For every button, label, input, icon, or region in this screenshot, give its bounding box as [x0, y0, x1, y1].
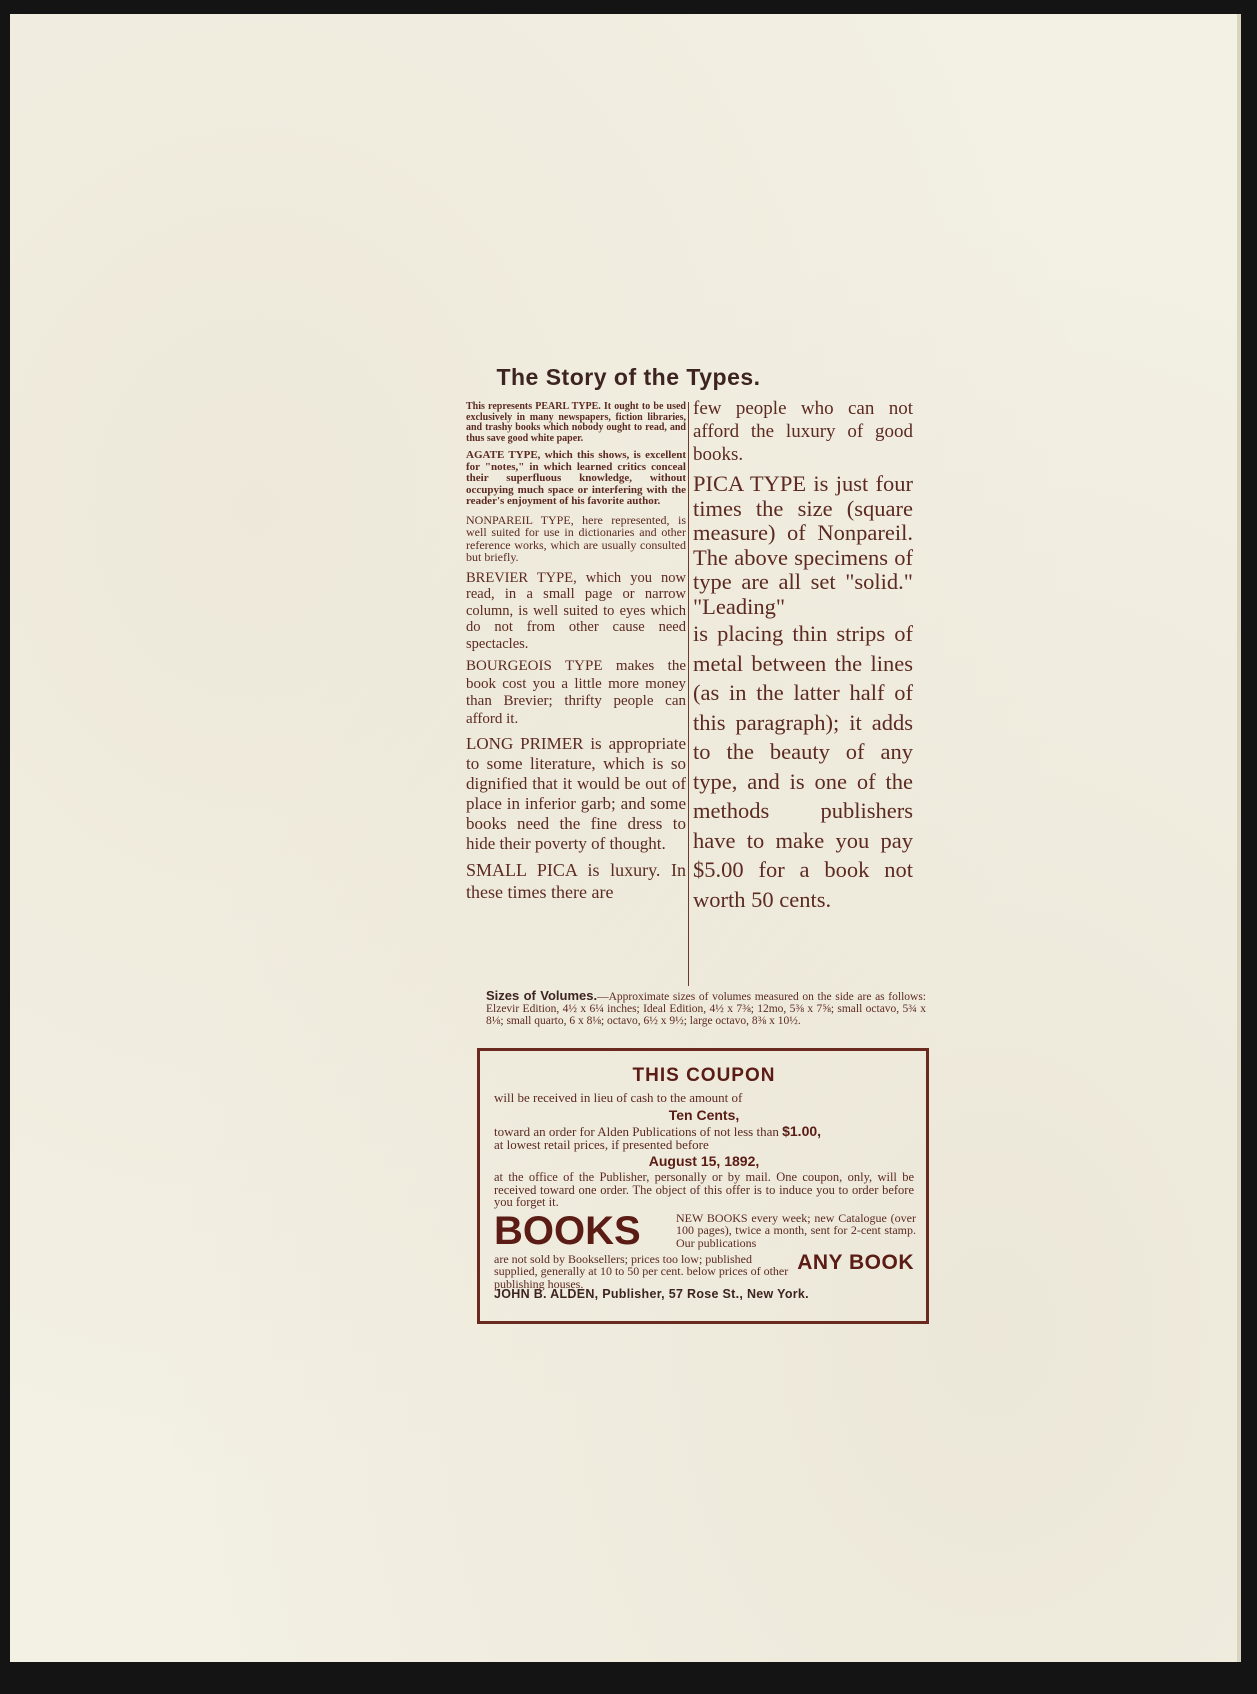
publisher-line: JOHN B. ALDEN, Publisher, 57 Rose St., New York. — [494, 1286, 809, 1301]
coupon-order-text2: at lowest retail prices, if presented before — [494, 1137, 709, 1152]
any-book-row — [494, 1250, 914, 1291]
coupon-lieu-text: will be received in lieu of cash to the amount of — [494, 1090, 743, 1105]
pica-type-solid: PICA TYPE is just four times the size (square measure) of Nonpareil. The above specimens of type are all set "solid." "Leading" — [693, 471, 913, 619]
pica-type-leaded: is placing thin strips of metal between the lines (as in the latter half of this paragraph); it adds to the beauty of any type, and is one of the methods publishers have to make you pay $5.00 for a book not worth 50 cents. — [693, 621, 913, 912]
sizes-of-volumes — [486, 990, 926, 1027]
coupon-date: August 15, 1892, — [648, 1153, 760, 1169]
coupon-heading: THIS COUPON — [632, 1065, 776, 1086]
sizes-text: —Approximate sizes of volumes measured on the side are as follows: Elzevir Edition, 4½ x 6¼ inches; Ideal Edition, 4½ x 7⅜; 12mo, 5⅜ x 7⅝; small octavo, 5¾ x 8⅛; small quarto, 6 x 8⅛; octavo, 6½ x 9½; large octavo, 8⅜ x 10½. — [486, 991, 926, 1027]
pearl-type-specimen: This represents PEARL TYPE. It ought to be used exclusively in many newspapers, fiction libraries, and trashy books which nobody ought to read, and thus save good white paper. — [466, 401, 686, 444]
coupon-office-text: at the office of the Publisher, personally or by mail. One coupon, only, will be received toward one order. The object of this offer is to induce you to order before you forget it. — [494, 1170, 914, 1209]
bourgeois-type-specimen: BOURGEOIS TYPE makes the book cost you a little more money than Brevier; thrifty people can afford it. — [466, 658, 686, 727]
coupon-box — [477, 1048, 929, 1324]
right-column — [693, 397, 913, 920]
books-row — [494, 1209, 914, 1253]
small-pica-type-specimen: SMALL PICA is luxury. In these times there are — [466, 860, 686, 902]
coupon-order-text: toward an order for Alden Publications of not less than — [494, 1124, 779, 1139]
column-rule — [688, 402, 689, 986]
long-primer-type-specimen: LONG PRIMER is appropriate to some literature, which is so dignified that it would be out of place in inferior garb; and some books need the fine dress to hide their poverty of thought. — [466, 734, 686, 853]
new-books-text: NEW BOOKS every week; new Catalogue (over 100 pages), twice a month, sent for 2-cent stamp. Our publications — [676, 1210, 916, 1250]
coupon-order-min: $1.00, — [782, 1123, 822, 1139]
page-title: The Story of the Types. — [496, 364, 761, 390]
small-pica-continuation: few people who can not afford the luxury of good books. — [693, 398, 913, 465]
nonpareil-type-specimen: NONPAREIL TYPE, here represented, is well suited for use in dictionaries and other reference works, which are usually consulted but briefly. — [466, 512, 686, 564]
brevier-type-specimen: BREVIER TYPE, which you now read, in a small page or narrow column, is well suited to eyes which do not from other cause need spectacles. — [466, 569, 686, 652]
left-column — [466, 402, 686, 903]
coupon-amount: Ten Cents, — [668, 1107, 740, 1123]
any-book-word: ANY BOOK — [797, 1250, 914, 1274]
agate-type-specimen: AGATE TYPE, which this shows, is excellent for "notes," in which learned critics conceal their superfluous knowledge, without occupying much space or interfering with the reader's enjoyment of his favorite author. — [466, 449, 686, 507]
books-word: BOOKS — [494, 1208, 641, 1253]
not-sold-text: are not sold by Booksellers; prices too low; published supplied, generally at 10 to 50 per cent. below prices of other publishing houses. — [494, 1251, 789, 1291]
sizes-heading: Sizes of Volumes. — [486, 988, 598, 1003]
